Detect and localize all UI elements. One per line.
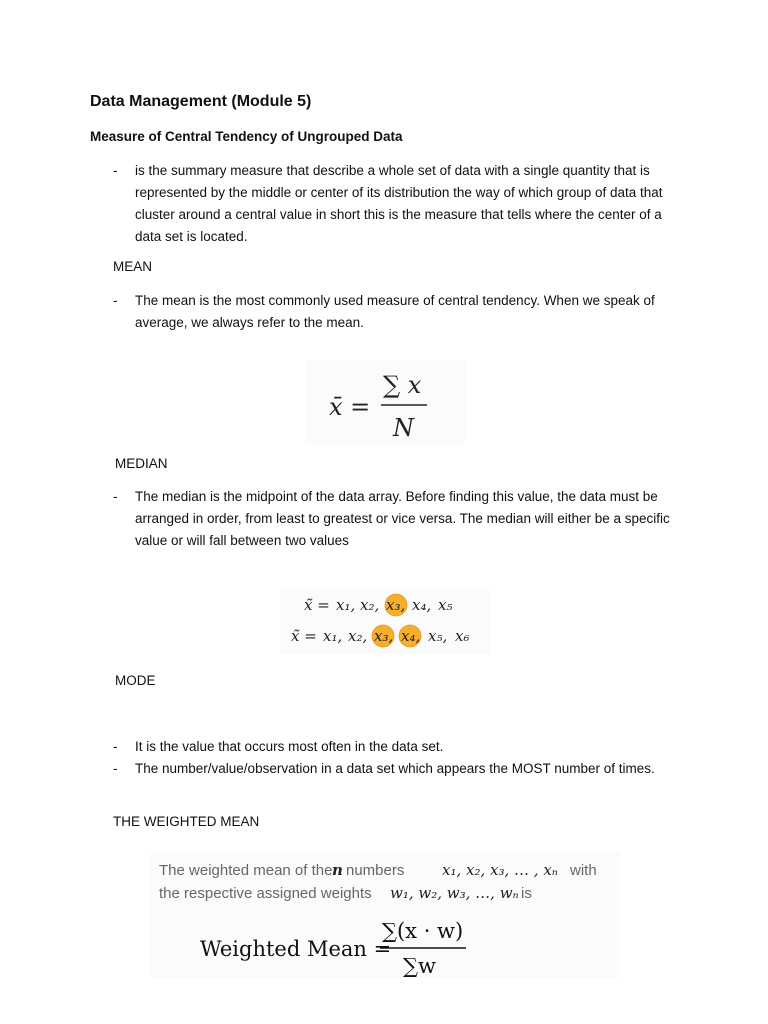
section-subtitle: Measure of Central Tendency of Ungrouped Data [90, 129, 403, 144]
median-bullet [113, 486, 683, 552]
mean-denominator: N [393, 414, 414, 442]
term: x₂, [360, 596, 380, 614]
wm-line2-vars: w₁, w₂, w₃, …, wₙ [390, 884, 519, 902]
wm-denominator: ∑w [403, 954, 436, 978]
mean-numerator: ∑ x [383, 371, 422, 399]
median-odd-lhs: x̃ = [304, 596, 330, 614]
mode-bullet-1 [113, 736, 683, 758]
intro-text: is the summary measure that describe a whole set of data with a single quantity that is represented by the middle or center of its distribution the way of which group of data that cluster around a central value in short this is the measure that tells where the center of a data set is located. [135, 163, 663, 244]
term: x₁, [323, 627, 343, 645]
wm-line1-c: with [570, 862, 597, 879]
bullet-dash: - [113, 293, 118, 308]
term: x₄, [412, 596, 432, 614]
term: x₂, [348, 627, 368, 645]
term: x₃, [386, 596, 406, 614]
wm-line2-b: is [521, 885, 532, 902]
wm-label: Weighted Mean = [200, 937, 392, 961]
mean-text: The mean is the most commonly used measure of central tendency. When we speak of average, we always refer to the mean. [135, 293, 655, 330]
bullet-dash: - [113, 739, 118, 754]
mode-text-2: The number/value/observation in a data set which appears the MOST number of times. [135, 761, 655, 776]
term: x₅ [438, 596, 453, 614]
mode-heading: MODE [115, 673, 156, 688]
median-formula [280, 588, 490, 654]
median-even-lhs: x̃ = [291, 627, 317, 645]
weighted-heading: THE WEIGHTED MEAN [113, 814, 260, 829]
term: x₄, [401, 627, 421, 645]
mean-bullet [113, 290, 683, 334]
mean-heading: MEAN [113, 259, 153, 274]
wm-numerator: ∑(x · w) [382, 919, 464, 943]
mode-bullet-2 [113, 758, 683, 780]
wm-line1-b: numbers [346, 862, 405, 879]
page-title: Data Management (Module 5) [90, 93, 312, 110]
wm-line1-n: n [332, 861, 343, 879]
term: x₅, [428, 627, 448, 645]
wm-line1-a: The weighted mean of the [159, 862, 333, 879]
wm-line2-a: the respective assigned weights [159, 885, 372, 902]
mean-formula [305, 360, 465, 445]
median-heading: MEDIAN [115, 456, 168, 471]
bullet-dash: - [113, 163, 118, 178]
term: x₃, [374, 627, 394, 645]
mean-lhs: x̄ = [329, 393, 371, 421]
weighted-mean-formula [150, 852, 620, 978]
wm-line1-vars: x₁, x₂, x₃, … , xₙ [442, 861, 558, 879]
term: x₆ [455, 627, 470, 645]
intro-bullet [113, 160, 683, 248]
bullet-dash: - [113, 761, 118, 776]
term: x₁, [336, 596, 356, 614]
median-text: The median is the midpoint of the data array. Before finding this value, the data must be arranged in order, from least to greatest or vice versa. The median will either be a specific value or will fall between two values [135, 489, 670, 548]
bullet-dash: - [113, 489, 118, 504]
mode-text-1: It is the value that occurs most often in the data set. [135, 739, 444, 754]
